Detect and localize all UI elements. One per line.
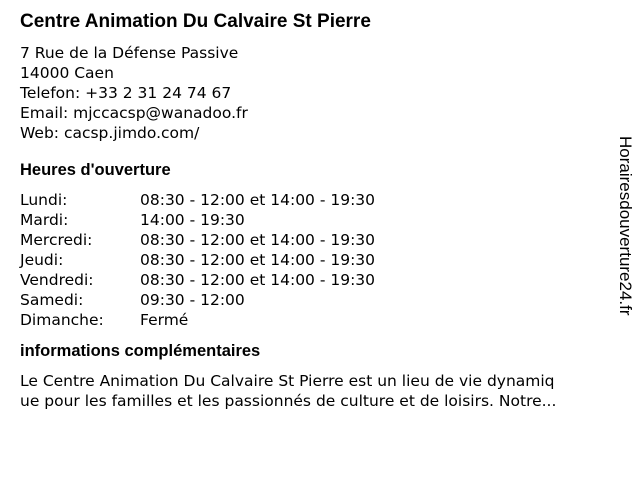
contact-info [20, 43, 626, 143]
description-line-2: ue pour les familles et les passionnés de culture et de loisirs. Notre... [20, 392, 557, 410]
opening-hours-title: Heures d'ouverture [20, 161, 171, 179]
address-street: 7 Rue de la Défense Passive [20, 44, 239, 62]
time-range: 08:30 - 12:00 et 14:00 - 19:30 [140, 271, 376, 289]
opening-hours-list [20, 190, 626, 330]
website-address: Web: cacsp.jimdo.com/ [20, 124, 200, 142]
time-range: Fermé [140, 311, 189, 329]
hours-row-samedi [20, 290, 626, 310]
time-range: 09:30 - 12:00 [140, 291, 245, 309]
time-range: 08:30 - 12:00 et 14:00 - 19:30 [140, 191, 376, 209]
description-line-1: Le Centre Animation Du Calvaire St Pierre est un lieu de vie dynamiq [20, 372, 555, 390]
time-range: 14:00 - 19:30 [140, 211, 245, 229]
day-label: Dimanche: [20, 311, 104, 329]
additional-info-title: informations complémentaires [20, 342, 261, 360]
hours-row-dimanche [20, 310, 626, 330]
day-label: Vendredi: [20, 271, 94, 289]
business-name: Centre Animation Du Calvaire St Pierre [20, 11, 371, 32]
email-address: Email: mjccacsp@wanadoo.fr [20, 104, 248, 122]
site-watermark: Horairesdouverture24.fr [616, 136, 635, 316]
description-text [20, 371, 626, 411]
day-label: Mercredi: [20, 231, 93, 249]
day-label: Samedi: [20, 291, 84, 309]
hours-row-vendredi [20, 270, 626, 290]
address-city: 14000 Caen [20, 64, 114, 82]
time-range: 08:30 - 12:00 et 14:00 - 19:30 [140, 231, 376, 249]
hours-row-lundi [20, 190, 626, 210]
day-label: Lundi: [20, 191, 68, 209]
hours-row-jeudi [20, 250, 626, 270]
phone-number: Telefon: +33 2 31 24 74 67 [20, 84, 232, 102]
hours-row-mercredi [20, 230, 626, 250]
time-range: 08:30 - 12:00 et 14:00 - 19:30 [140, 251, 376, 269]
day-label: Jeudi: [20, 251, 64, 269]
day-label: Mardi: [20, 211, 69, 229]
hours-row-mardi [20, 210, 626, 230]
business-card [20, 10, 626, 411]
